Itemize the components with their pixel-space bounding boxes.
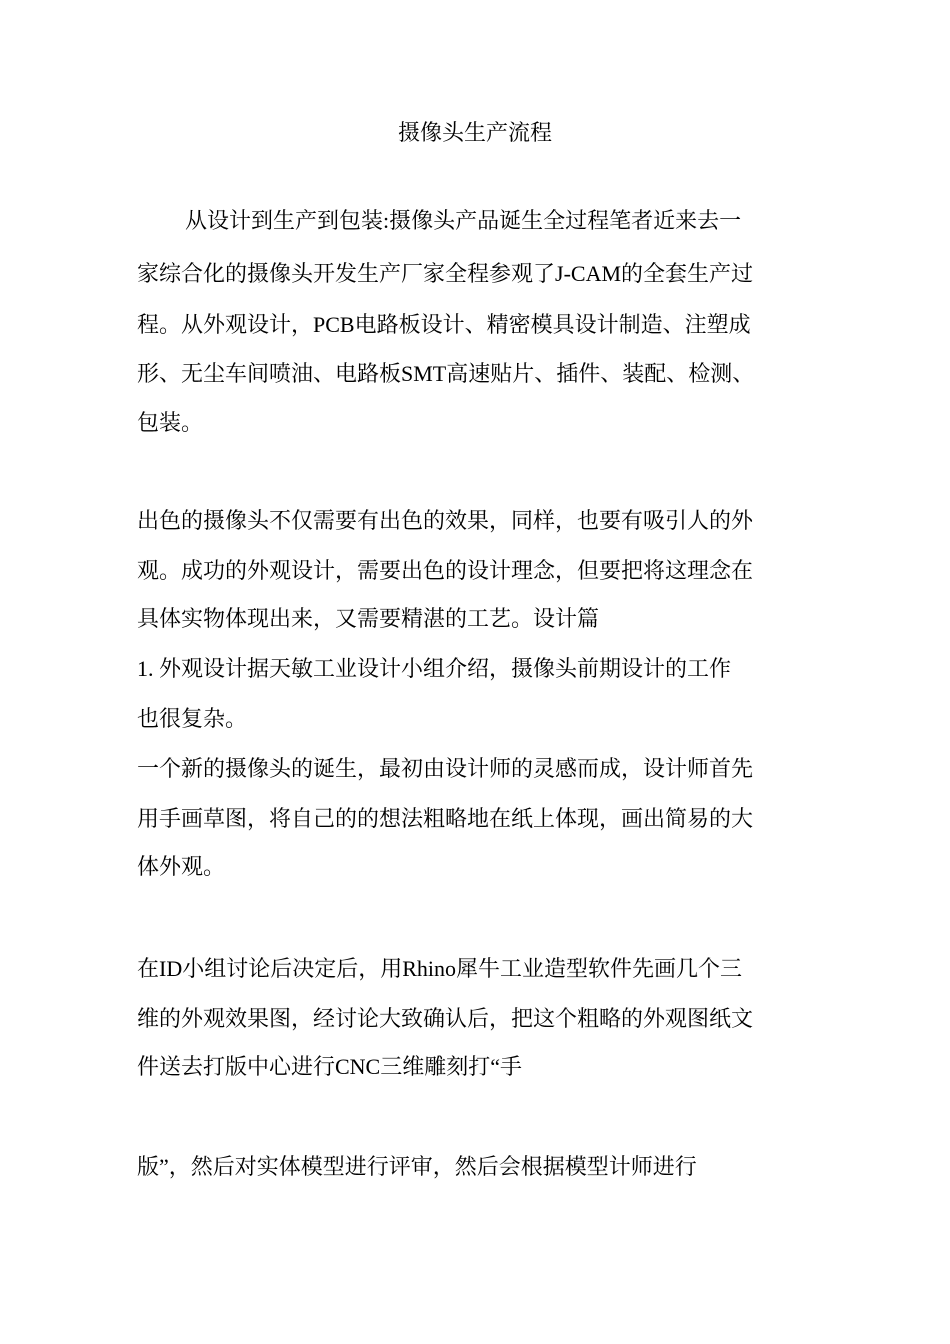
paragraph-1-line-1: 从设计到生产到包装:摄像头产品诞生全过程笔者近来去一 [185,208,742,233]
paragraph-2-line-2: 观。成功的外观设计，需要出色的设计理念，但要把将这理念在 [137,558,754,583]
list-item-1-line-2: 也很复杂。 [137,706,248,731]
paragraph-3-line-3: 体外观。 [137,854,226,879]
list-item-1-line-1: 1. 外观设计据天敏工业设计小组介绍，摄像头前期设计的工作 [137,656,732,681]
paragraph-1-line-3: 程。从外观设计，PCB电路板设计、精密模具设计制造、注塑成 [137,312,751,337]
paragraph-4-line-1: 在ID小组讨论后决定后，用Rhino犀牛工业造型软件先画几个三 [137,956,743,981]
paragraph-4-line-2: 维的外观效果图，经讨论大致确认后，把这个粗略的外观图纸文 [137,1006,754,1031]
paragraph-4-line-3: 件送去打版中心进行CNC三维雕刻打“手 [137,1054,523,1079]
paragraph-1-line-4: 形、无尘车间喷油、电路板SMT高速贴片、插件、装配、检测、 [137,361,755,386]
paragraph-3-line-1: 一个新的摄像头的诞生，最初由设计师的灵感而成，设计师首先 [137,756,754,781]
paragraph-3-line-2: 用手画草图，将自己的的想法粗略地在纸上体现，画出简易的大 [137,806,754,831]
paragraph-2-line-3: 具体实物体现出来，又需要精湛的工艺。设计篇 [137,606,600,631]
paragraph-1-line-5: 包装。 [137,410,204,435]
document-title: 摄像头生产流程 [397,120,552,145]
paragraph-1-line-2: 家综合化的摄像头开发生产厂家全程参观了J-CAM的全套生产过 [137,261,754,286]
paragraph-2-line-1: 出色的摄像头不仅需要有出色的效果，同样，也要有吸引人的外 [137,508,754,533]
paragraph-5-line-1: 版”，然后对实体模型进行评审，然后会根据模型计师进行 [137,1154,697,1179]
